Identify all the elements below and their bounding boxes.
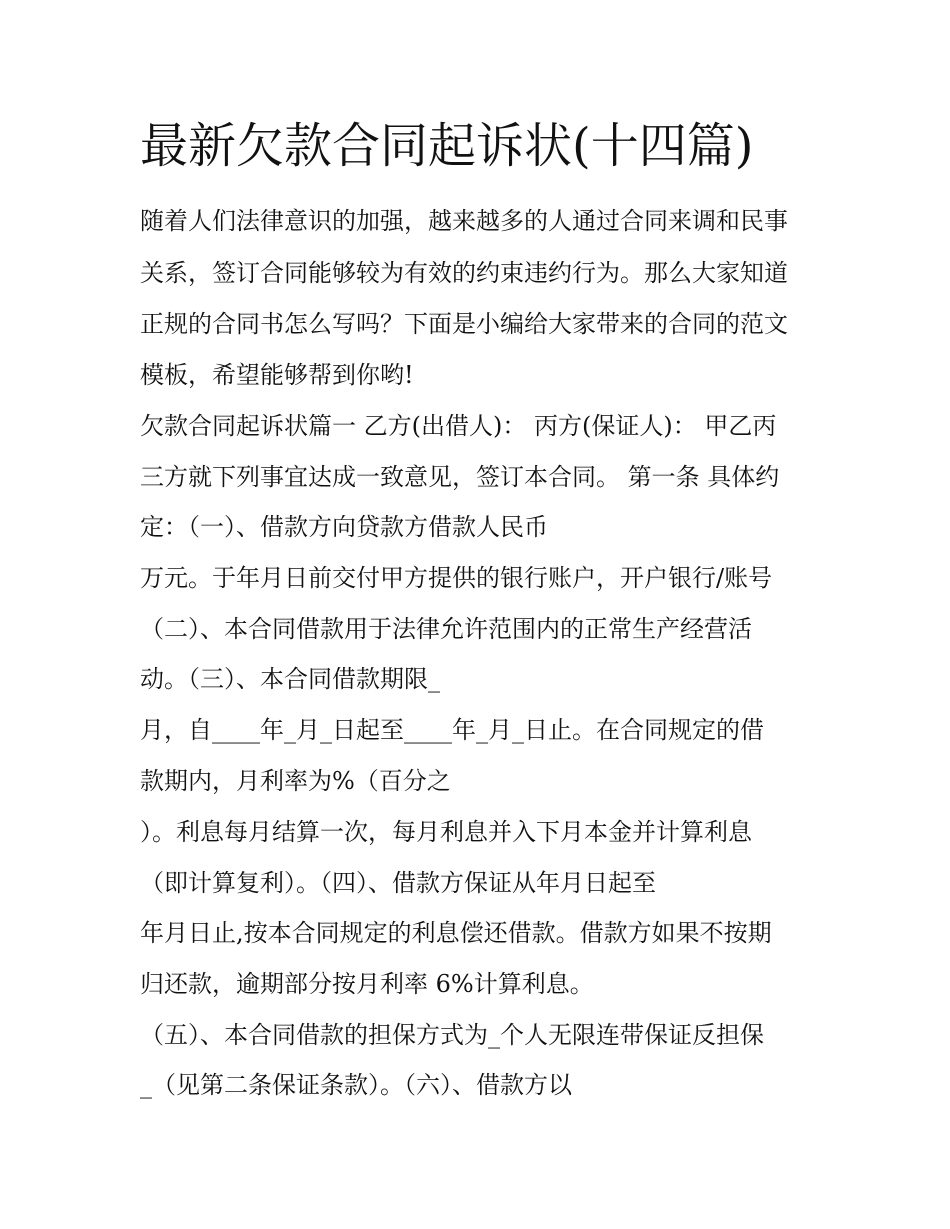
body-line-12: 款期内，月利率为%（百分之 <box>140 767 451 795</box>
body-line-9: （二）、本合同借款用于法律允许范围内的正常生产经营活 <box>140 615 752 643</box>
body-line-1: 随着人们法律意识的加强，越来越多的人通过合同来调和民事 <box>140 207 788 235</box>
body-line-7: 定：（一）、借款方向贷款方借款人民币 <box>140 513 548 541</box>
body-line-13: ）。利息每月结算一次，每月利息并入下月本金并计算利息 <box>140 818 752 846</box>
body-line-17: （五）、本合同借款的担保方式为_个人无限连带保证反担保 <box>140 1021 764 1049</box>
body-line-16: 归还款，逾期部分按月利率 6%计算利息。 <box>140 970 594 998</box>
body-line-10: 动。（三）、本合同借款期限_ <box>140 665 440 693</box>
body-line-14: （即计算复利）。（四）、借款方保证从年月日起至 <box>140 869 656 897</box>
body-line-2: 关系，签订合同能够较为有效的约束违约行为。那么大家知道 <box>140 259 788 287</box>
document-title: 最新欠款合同起诉状(十四篇) <box>140 118 754 174</box>
body-line-6: 三方就下列事宜达成一致意见，签订本合同。 第一条 具体约 <box>140 463 780 491</box>
body-line-11: 月，自____年_月_日起至____年_月_日止。在合同规定的借 <box>140 716 764 744</box>
body-line-4: 模板，希望能够帮到你哟! <box>140 361 414 389</box>
body-line-18: _（见第二条保证条款）。（六）、借款方以 <box>140 1071 572 1099</box>
body-line-3: 正规的合同书怎么写吗？下面是小编给大家带来的合同的范文 <box>140 310 788 338</box>
body-line-15: 年月日止,按本合同规定的利息偿还借款。借款方如果不按期 <box>140 919 772 947</box>
body-line-8: 万元。于年月日前交付甲方提供的银行账户，开户银行/账号 <box>140 564 773 592</box>
body-line-5: 欠款合同起诉状篇一 乙方(出借人)： 丙方(保证人)： 甲乙丙 <box>140 412 777 440</box>
